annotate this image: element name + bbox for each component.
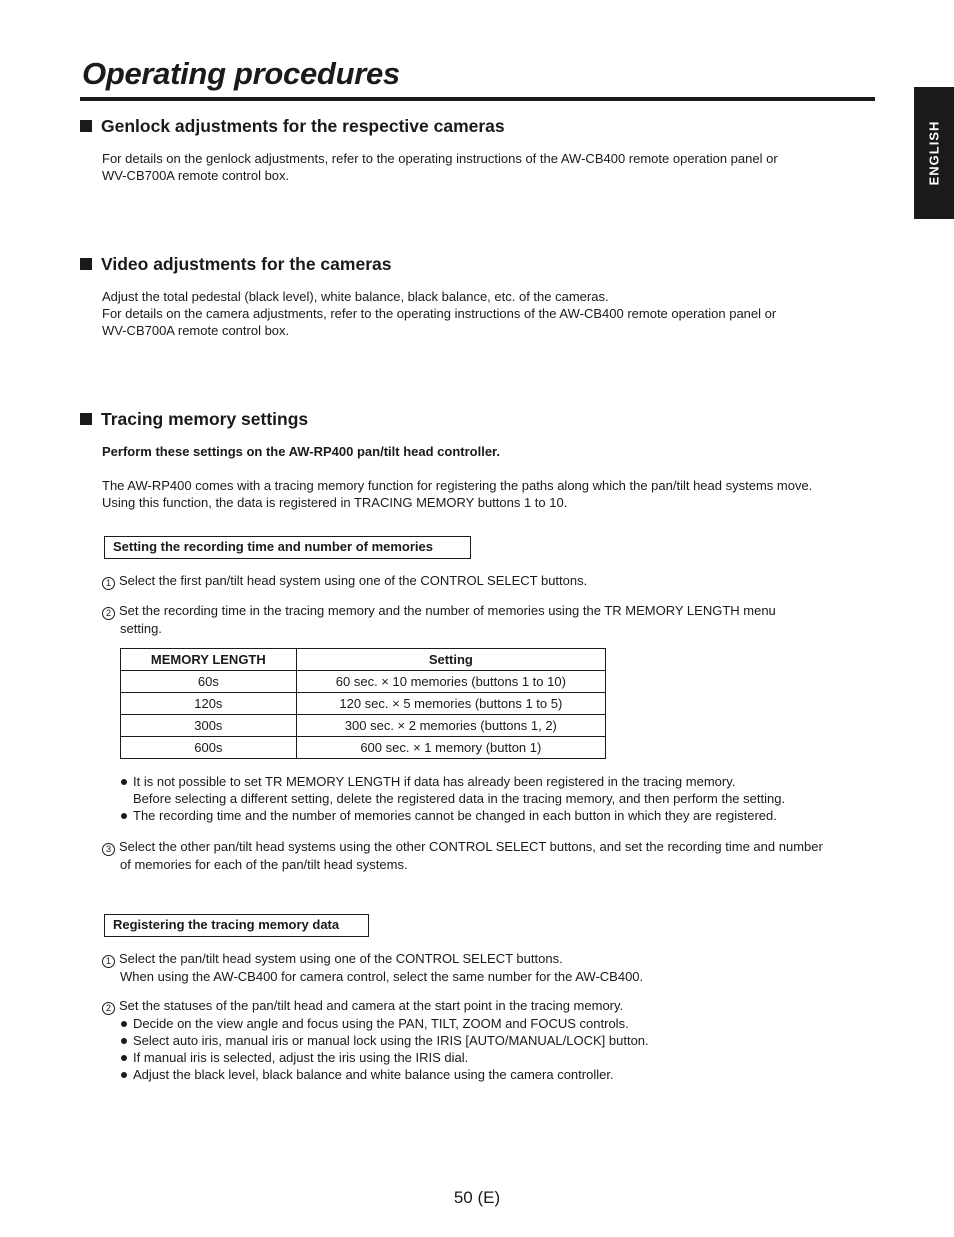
recording-box-label: Setting the recording time and number of memories (104, 536, 471, 559)
square-bullet-icon (80, 120, 92, 132)
recording-step-1 (102, 572, 587, 590)
registering-step-1 (102, 950, 882, 985)
table-cell: 60s (121, 671, 297, 693)
video-heading (80, 254, 391, 275)
bullet-item: The recording time and the number of memories cannot be changed in each button in which they are registered. (120, 807, 880, 824)
title-divider (80, 97, 875, 101)
language-tab (914, 87, 954, 219)
step-text-cont: setting. (120, 621, 162, 636)
table-header: Setting (296, 649, 605, 671)
recording-step-3 (102, 838, 892, 873)
table-cell: 300 sec. × 2 memories (buttons 1, 2) (296, 715, 605, 737)
genlock-body: For details on the genlock adjustments, refer to the operating instructions of the AW-CB400 remote operation panel or WV-CB700A remote control box. (102, 151, 778, 183)
step-number: 2 (102, 607, 115, 620)
page-title: Operating procedures (82, 56, 400, 91)
table-cell: 600s (121, 737, 297, 759)
table-cell: 600 sec. × 1 memory (button 1) (296, 737, 605, 759)
step-number: 1 (102, 577, 115, 590)
bullet-item: Decide on the view angle and focus using the PAN, TILT, ZOOM and FOCUS controls. (120, 1015, 882, 1032)
step-text: Set the statuses of the pan/tilt head and camera at the start point in the tracing memory. (119, 998, 624, 1013)
memory-length-table (120, 648, 606, 759)
step-text-cont: When using the AW-CB400 for camera control, select the same number for the AW-CB400. (120, 969, 644, 984)
table-header: MEMORY LENGTH (121, 649, 297, 671)
recording-step-2 (102, 602, 882, 637)
table-cell: 120 sec. × 5 memories (buttons 1 to 5) (296, 693, 605, 715)
page-number: 50 (E) (453, 1188, 501, 1207)
registering-box-label: Registering the tracing memory data (104, 914, 369, 937)
step-text: Set the recording time in the tracing memory and the number of memories using the TR MEMORY LENGTH menu (119, 603, 776, 618)
step-text: Select the other pan/tilt head systems using the other CONTROL SELECT buttons, and set the recording time and number (119, 839, 823, 854)
table-row (121, 715, 606, 737)
video-heading-text: Video adjustments for the cameras (101, 254, 392, 274)
step-text-cont: of memories for each of the pan/tilt head systems. (120, 857, 408, 872)
recording-notes (120, 773, 880, 824)
table-header-row (121, 649, 606, 671)
table-cell: 300s (121, 715, 297, 737)
step-text: Select the pan/tilt head system using one of the CONTROL SELECT buttons. (119, 951, 563, 966)
step-number: 1 (102, 955, 115, 968)
tracing-heading (80, 409, 308, 430)
table-row (121, 737, 606, 759)
bullet-item: Select auto iris, manual iris or manual lock using the IRIS [AUTO/MANUAL/LOCK] button. (120, 1032, 882, 1049)
video-body: Adjust the total pedestal (black level), white balance, black balance, etc. of the cameras. For details on the camera adjustments, refer to the operating instructions of the AW-CB400 remote operation panel or WV-CB700A remote control box. (102, 289, 777, 338)
table-cell: 60 sec. × 10 memories (buttons 1 to 10) (296, 671, 605, 693)
language-tab-label: ENGLISH (926, 120, 942, 186)
square-bullet-icon (80, 413, 92, 425)
table-row (121, 693, 606, 715)
registering-step-2 (102, 997, 882, 1083)
genlock-heading (80, 116, 505, 137)
step-number: 3 (102, 843, 115, 856)
bullet-item-cont: Before selecting a different setting, delete the registered data in the tracing memory, and then perform the setting. (133, 791, 786, 806)
tracing-heading-text: Tracing memory settings (101, 409, 309, 429)
bullet-item: It is not possible to set TR MEMORY LENGTH if data has already been registered in the tracing memory. (120, 773, 880, 790)
bullet-item: If manual iris is selected, adjust the iris using the IRIS dial. (120, 1049, 882, 1066)
table-row (121, 671, 606, 693)
genlock-heading-text: Genlock adjustments for the respective cameras (101, 116, 505, 136)
table-cell: 120s (121, 693, 297, 715)
tracing-bold-note: Perform these settings on the AW-RP400 pan/tilt head controller. (102, 444, 500, 459)
step-text: Select the first pan/tilt head system using one of the CONTROL SELECT buttons. (119, 573, 588, 588)
step-number: 2 (102, 1002, 115, 1015)
square-bullet-icon (80, 258, 92, 270)
tracing-body: The AW-RP400 comes with a tracing memory function for registering the paths along which the pan/tilt head systems move. Using this function, the data is registered in TRACING MEMORY buttons 1 to 10. (102, 478, 813, 510)
bullet-item: Adjust the black level, black balance and white balance using the camera controller. (120, 1066, 882, 1083)
